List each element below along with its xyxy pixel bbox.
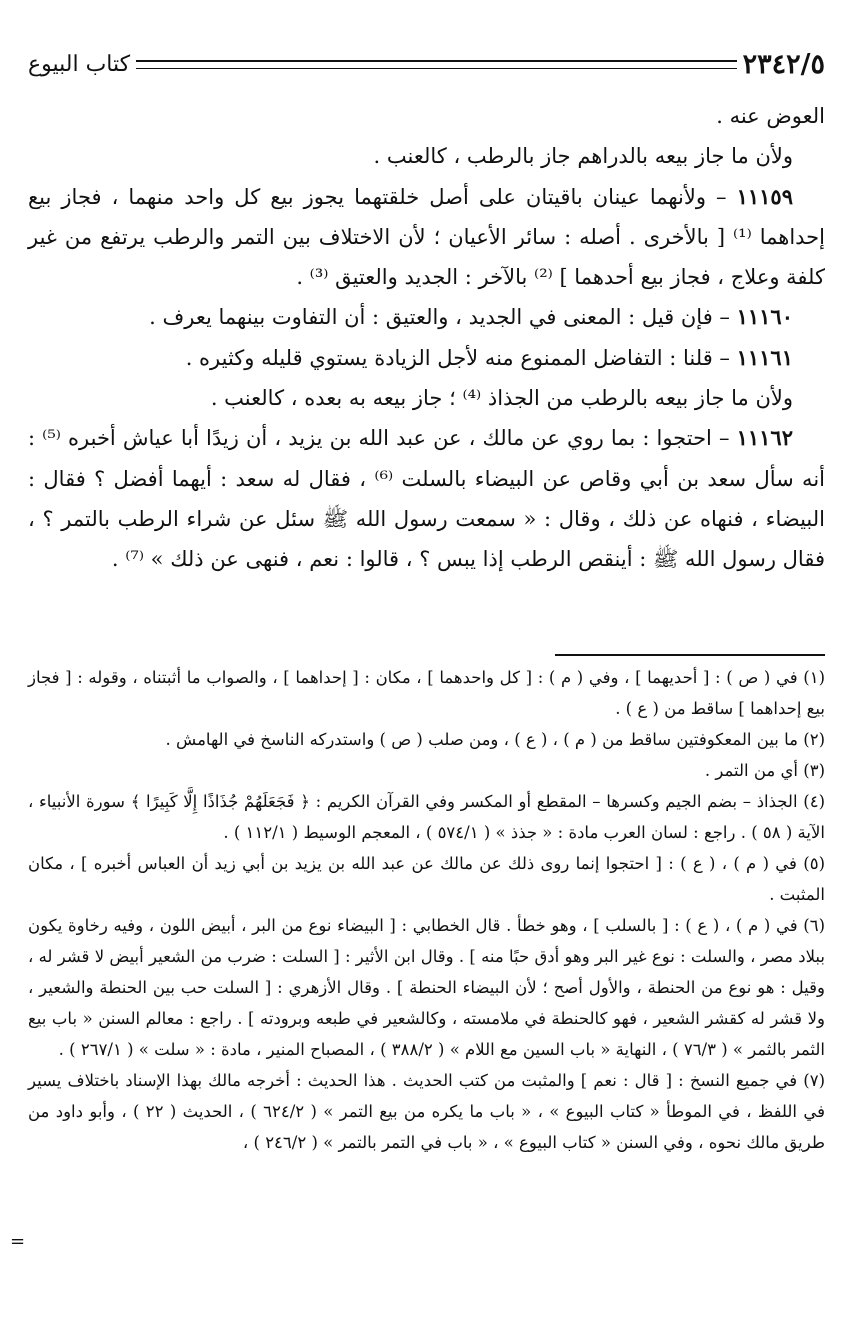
footnote: (٢) ما بين المعكوفتين ساقط من ( م ) ، ( ع ) ، ومن صلب ( ص ) واستدركه الناسخ في الهامش . [165, 730, 825, 749]
paragraph-number: ١١١٥٩ [736, 183, 793, 209]
paragraph-text: – ولأنهما عينان باقيتان على أصل خلقتهما يجوز بيع كل واحد منهما ، فجاز بيع إحداهما ⁽¹⁾ [ بالأخرى . أصله : سائر الأعيان ؛ لأن الاختلاف بين التمر والرطب يرتفع من غير كلفة وعلاج ، فجاز بيع أحدهما ] ⁽²⁾ بالآخر : الجديد والعتيق ⁽³⁾ . [28, 184, 825, 290]
footnote: (٧) في جميع النسخ : [ قال : نعم ] والمثبت من كتب الحديث . هذا الحديث : أخرجه مالك بهذا الإسناد باختلاف يسير في اللفظ ، في الموطأ « كتاب البيوع » ، « باب ما يكره من بيع التمر » ( ٦٢٤/٢ ) ، الحديث ( ٢٢ ) ، وأبو داود من طريق مالك نحوه ، وفي السنن « كتاب البيوع » ، « باب في التمر بالتمر » ( ٢٤٦/٢ ) ، [28, 1071, 825, 1152]
paragraph-text: – فإن قيل : المعنى في الجديد ، والعتيق : أن التفاوت بينهما يعرف . [149, 305, 737, 330]
paragraph-text: العوض عنه . [716, 104, 825, 128]
page-number: ٢٣٤٢/٥ [742, 48, 825, 80]
book-title: كتاب البيوع [28, 51, 131, 77]
continuation-mark: = [10, 1231, 26, 1252]
body-paragraph [28, 136, 825, 176]
body-paragraph [28, 297, 825, 337]
paragraph-number: ١١١٦٢ [736, 425, 793, 451]
body-paragraph [28, 378, 825, 418]
paragraph-text: ولأن ما جاز بيعه بالدراهم جاز بالرطب ، كالعنب . [373, 144, 793, 169]
footnote: (٦) في ( م ) ، ( ع ) : [ بالسلب ] ، وهو خطأ . قال الخطابي : [ البيضاء نوع من البر ، أبيض اللون ، وفيه رخاوة يكون ببلاد مصر ، والسلت : نوع غير البر وهو أدق حبًا منه ] . وقال ابن الأثير : [ السلت : ضرب من الشعير أبيض لا قشر له ، وقيل : هو نوع من الحنطة ، والأول أصح ؛ لأن البيضاء الحنطة ] . وقال الأزهري : [ السلت حب بين الحنطة والشعير ، ولا قشر له كقشر الشعير ، فهو كالحنطة في ملامسته ، وكالشعير في طبعه وبرودته ] . راجع : معالم السنن « باب بيع الثمر بالثمر » ( ٧٦/٣ ) ، النهاية « باب السين مع اللام » ( ٣٨٨/٢ ) ، المصباح المنير ، مادة : « سلت » ( ٢٦٧/١ ) . [28, 916, 825, 1059]
footnote: (٥) في ( م ) ، ( ع ) : [ احتجوا إنما روى ذلك عن مالك عن عبد الله بن يزيد بن أبي زيد أن العباس أخبره ] ، مكان المثبت . [28, 854, 825, 904]
footnote: (١) في ( ص ) : [ أحديهما ] ، وفي ( م ) : [ كل واحدهما ] ، مكان : [ إحداهما ] ، والصواب ما أثبتناه ، وقوله : [ فجاز بيع إحداهما ] ساقط من ( ع ) . [28, 668, 825, 718]
paragraph-number: ١١١٦٠ [736, 304, 793, 330]
paragraph-text: – احتجوا : بما روي عن مالك ، عن عبد الله بن يزيد ، أن زيدًا أبا عياش أخبره ⁽⁵⁾ : أنه سأل سعد بن أبي وقاص عن البيضاء بالسلت ⁽⁶⁾ ، فقال له سعد : أيهما أفضل ؟ فقال : البيضاء ، فنهاه عن ذلك ، وقال : « سمعت رسول الله ﷺ سئل عن شراء الرطب بالتمر ؟ ، فقال رسول الله ﷺ : أينقص الرطب إذا يبس ؟ ، قالوا : نعم ، فنهى عن ذلك » ⁽⁷⁾ . [28, 426, 825, 572]
paragraph-text: ولأن ما جاز بيعه بالرطب من الجذاذ ⁽⁴⁾ ؛ جاز بيعه به بعده ، كالعنب . [210, 386, 793, 411]
paragraph-number: ١١١٦١ [736, 344, 793, 370]
main-text [28, 96, 825, 580]
body-paragraph [28, 338, 825, 378]
footnote-separator [555, 654, 825, 656]
page-header [28, 44, 825, 84]
paragraph-text: – قلنا : التفاضل الممنوع منه لأجل الزيادة يستوي قليله وكثيره . [185, 345, 737, 370]
footnotes [28, 662, 825, 1158]
body-paragraph [28, 177, 825, 298]
footnote: (٤) الجذاذ – بضم الجيم وكسرها – المقطع أو المكسر وفي القرآن الكريم : ﴿ فَجَعَلَهُمْ جُذَاذًا إِلَّا كَبِيرًا ﴾ سورة الأنبياء ، الآية ( ٥٨ ) . راجع : لسان العرب مادة : « جذذ » ( ٥٧٤/١ ) ، المعجم الوسيط ( ١١٢/١ ) . [28, 792, 825, 842]
header-rule [136, 60, 737, 69]
footnote: (٣) أي من التمر . [704, 761, 825, 780]
body-paragraph [28, 418, 825, 579]
body-paragraph [28, 96, 825, 136]
